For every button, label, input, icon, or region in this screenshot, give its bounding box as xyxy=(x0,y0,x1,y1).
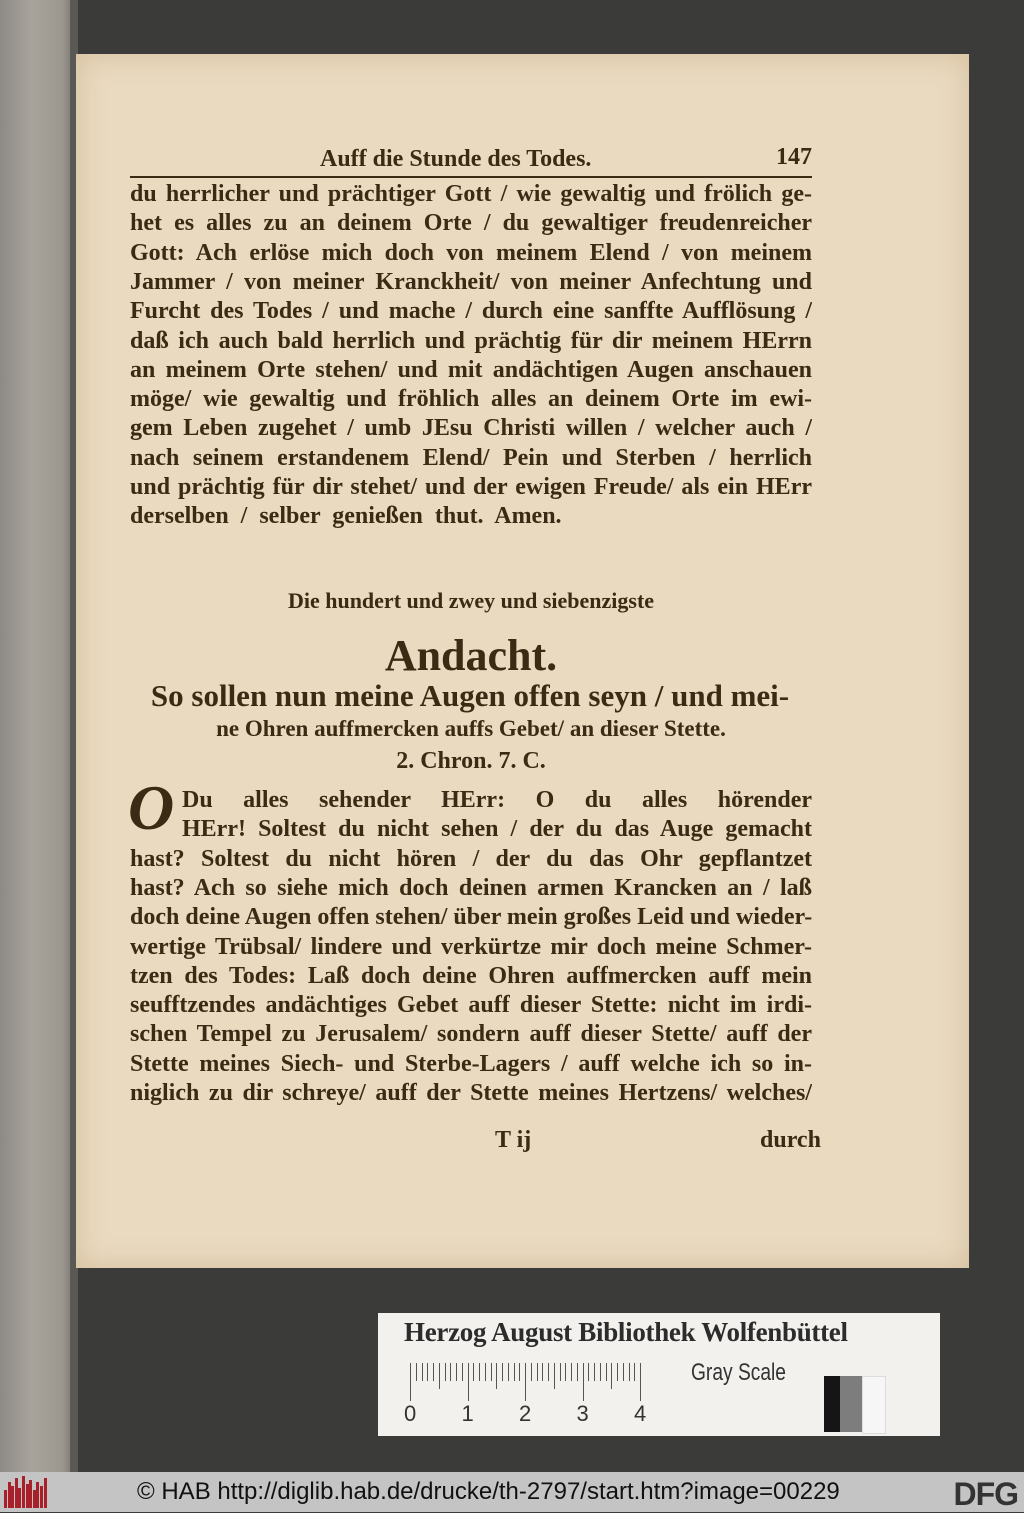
ruler-tick xyxy=(479,1363,480,1381)
text-line: derselben / selber genießen thut. Amen. xyxy=(130,503,562,530)
text-line: niglich zu dir schreye/ auff der Stette meines Hertzens/ welches/ xyxy=(130,1080,812,1106)
swatch-white xyxy=(862,1376,886,1434)
text-line: Furcht des Todes / und mache / durch eine sanffte Aufflösung / xyxy=(130,298,812,325)
ruler-tick xyxy=(496,1363,497,1389)
ruler-tick xyxy=(583,1363,584,1401)
logo-bar xyxy=(40,1486,43,1508)
catchword: durch xyxy=(760,1127,821,1153)
ruler-tick xyxy=(473,1363,474,1381)
swatch-gray xyxy=(840,1376,862,1432)
text-line: Jammer / von meiner Kranckheit/ von meiner Anfechtung und xyxy=(130,268,812,295)
logo-bar xyxy=(33,1490,36,1508)
text-line: HErr! Soltest du nicht sehen / der du das Auge gemacht xyxy=(182,816,812,843)
ruler-tick xyxy=(468,1363,469,1401)
ruler-tick xyxy=(634,1363,635,1381)
ruler-tick xyxy=(629,1363,630,1381)
ruler-tick xyxy=(548,1363,549,1381)
ruler-tick xyxy=(531,1363,532,1381)
ruler-tick xyxy=(439,1363,440,1389)
verse-line-1: So sollen nun meine Augen offen seyn / und mei- xyxy=(150,678,790,713)
library-name: Herzog August Bibliothek Wolfenbüttel xyxy=(404,1317,848,1347)
text-line: doch deine Augen offen stehen/ über mein großes Leid und wieder- xyxy=(130,904,812,931)
ruler-tick xyxy=(502,1363,503,1381)
logo-bar xyxy=(18,1488,21,1508)
ruler-tick xyxy=(600,1363,601,1381)
verse-line-2: ne Ohren auffmercken auffs Gebet/ an dieser Stette. xyxy=(216,716,726,741)
logo-bar xyxy=(11,1486,14,1508)
verse-reference: 2. Chron. 7. C. xyxy=(396,748,546,774)
logo-bar xyxy=(36,1482,39,1508)
ruler-tick xyxy=(508,1363,509,1381)
ruler-tick xyxy=(514,1363,515,1381)
ruler-tick xyxy=(537,1363,538,1381)
ruler-tick xyxy=(640,1363,641,1401)
facing-page-edge xyxy=(0,0,78,1472)
ruler-tick xyxy=(519,1363,520,1381)
ruler-tick xyxy=(560,1363,561,1381)
text-line: gem Leben zugehet / umb JEsu Christi willen / welcher auch / xyxy=(130,415,812,442)
ruler-number: 1 xyxy=(461,1401,474,1426)
copyright-link[interactable]: © HAB http://diglib.hab.de/drucke/th-2797/start.htm?image=00229 xyxy=(137,1478,840,1505)
text-line: nach seinem erstandenem Elend/ Pein und Sterben / herrlich xyxy=(130,444,812,471)
ruler-tick xyxy=(594,1363,595,1381)
section-title: Andacht. xyxy=(384,631,558,680)
ruler-tick xyxy=(611,1363,612,1389)
text-line: Du alles sehender HErr: O du alles hörender xyxy=(182,787,812,813)
ruler-tick xyxy=(542,1363,543,1381)
ruler-number: 3 xyxy=(576,1401,589,1426)
text-line: an meinem Orte stehen/ und mit andächtigen Augen anschauen xyxy=(130,356,812,383)
ruler-tick xyxy=(554,1363,555,1389)
running-head xyxy=(130,142,812,178)
text-line: Gott: Ach erlöse mich doch von meinem Elend / von meinem xyxy=(130,239,812,266)
ruler-tick xyxy=(410,1363,411,1401)
swatch-black xyxy=(824,1376,840,1432)
ruler-number: 4 xyxy=(634,1401,647,1426)
text-line: und prächtig für dir stehet/ und der ewigen Freude/ als ein HErr xyxy=(130,474,812,500)
text-line: schen Tempel zu Jerusalem/ sondern auff dieser Stette/ auff der xyxy=(130,1021,812,1048)
color-card xyxy=(378,1313,940,1436)
logo-bar xyxy=(8,1482,11,1508)
ruler-number: 2 xyxy=(519,1401,532,1426)
ruler-tick xyxy=(588,1363,589,1381)
ruler-tick xyxy=(456,1363,457,1381)
ruler-tick xyxy=(617,1363,618,1381)
footer-bar xyxy=(0,1472,1024,1512)
logo-bar xyxy=(29,1480,32,1508)
ruler-tick xyxy=(577,1363,578,1381)
logo-bar xyxy=(44,1478,47,1508)
ruler-tick xyxy=(571,1363,572,1381)
hab-logo-icon xyxy=(4,1476,48,1508)
text-line: hast? Ach so siehe mich doch deinen armen Krancken an / laß xyxy=(130,874,812,901)
ruler-tick xyxy=(485,1363,486,1381)
logo-bar xyxy=(26,1484,29,1508)
text-line: hast? Soltest du nicht hören / der du das Ohr gepflantzet xyxy=(130,845,812,872)
gray-scale-label: Gray Scale xyxy=(691,1359,786,1386)
section-intro: Die hundert und zwey und siebenzigste xyxy=(287,588,655,613)
ruler-number: 0 xyxy=(404,1401,417,1426)
text-line: du herrlicher und prächtiger Gott / wie gewaltig und frölich ge- xyxy=(130,181,812,207)
text-line: tzen des Todes: Laß doch deine Ohren auffmercken auff mein xyxy=(130,962,812,989)
drop-initial: O xyxy=(128,772,175,843)
text-line: seufftzendes andächtiges Gebet auff dieser Stette: nicht im irdi- xyxy=(130,992,812,1019)
ruler-tick xyxy=(433,1363,434,1381)
text-line: möge/ wie gewaltig und fröhlich alles an deinem Orte im ewi- xyxy=(130,386,812,413)
ruler-tick xyxy=(422,1363,423,1381)
ruler-tick xyxy=(565,1363,566,1381)
ruler-tick xyxy=(491,1363,492,1381)
text-line: wertige Trübsal/ lindere und verkürtze mir doch meine Schmer- xyxy=(130,933,812,960)
logo-bar xyxy=(22,1476,25,1508)
dfg-logo: DFG xyxy=(953,1476,1018,1512)
ruler-tick xyxy=(445,1363,446,1381)
logo-bar xyxy=(15,1478,18,1508)
ruler-tick xyxy=(606,1363,607,1381)
text-line: daß ich auch bald herrlich und prächtig für dir meinem HErrn xyxy=(130,327,812,354)
logo-bar xyxy=(4,1490,7,1508)
ruler-tick xyxy=(525,1363,526,1401)
page-number: 147 xyxy=(776,144,812,170)
ruler-tick xyxy=(416,1363,417,1381)
text-line: het es alles zu an deinem Orte / du gewaltiger freudenreicher xyxy=(130,210,812,237)
signature-mark: T ij xyxy=(495,1127,532,1153)
ruler-tick xyxy=(427,1363,428,1381)
ruler-tick xyxy=(462,1363,463,1381)
text-line: Stette meines Siech- und Sterbe-Lagers / auff welche ich so in- xyxy=(130,1050,812,1077)
ruler-tick xyxy=(450,1363,451,1381)
ruler-tick xyxy=(623,1363,624,1381)
running-head-title: Auff die Stunde des Todes. xyxy=(320,146,592,172)
